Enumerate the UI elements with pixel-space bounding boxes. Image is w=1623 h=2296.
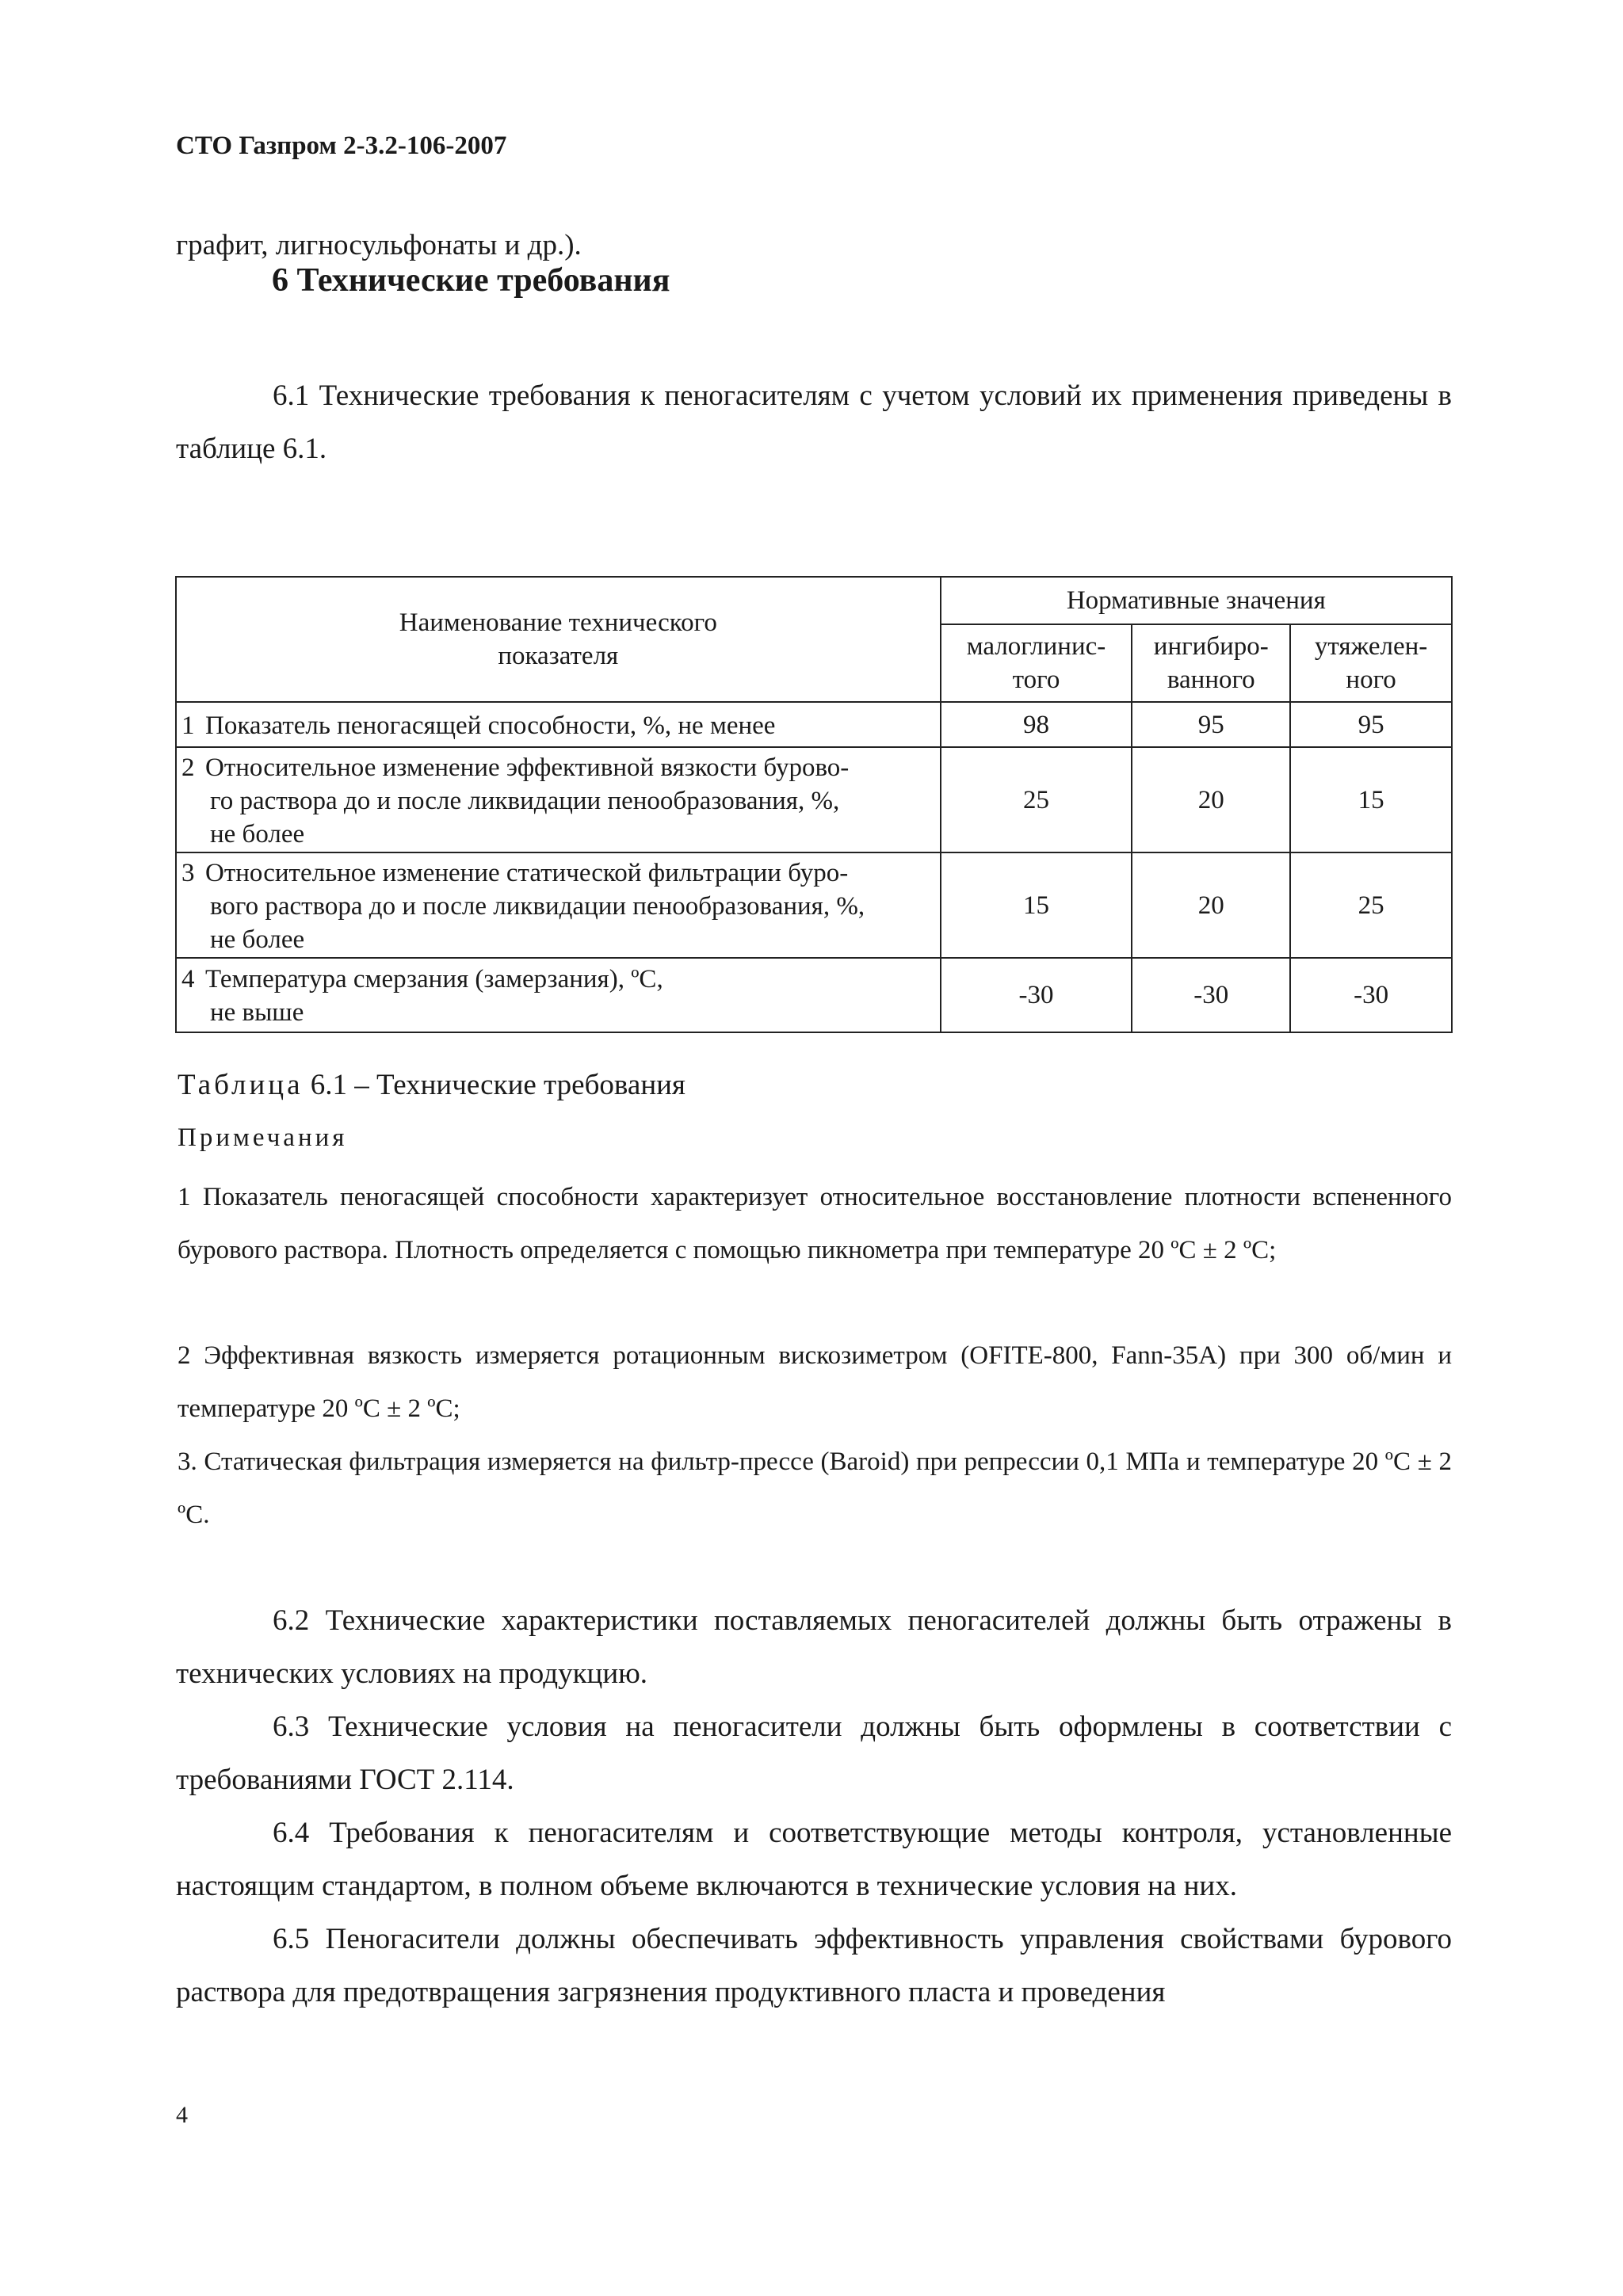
row-value: 25 [941,747,1132,852]
row-name-cell: 3 Относительное изменение статической фильтрации буро- вого раствора до и после ликвидации пенообразования, %, не более [176,852,941,958]
paragraph-6-2: 6.2 Технические характеристики поставляемых пеногасителей должны быть отражены в технических условиях на продукцию. [176,1604,1452,1690]
row-name-cell: 1 Показатель пеногасящей способности, %, не менее [176,702,941,747]
table-caption: Таблица 6.1 – Технические требования [178,1069,685,1101]
row-value: 98 [941,702,1132,747]
subheader-inhibited: ингибиро- ванного [1132,624,1290,702]
requirements-table [175,576,1453,1033]
row-name-cell: 4 Температура смерзания (замерзания), ºС, не выше [176,958,941,1032]
row-value: 20 [1132,747,1290,852]
col-header-group: Нормативные значения [941,577,1452,624]
row-value: 20 [1132,852,1290,958]
row-value: -30 [941,958,1132,1032]
paragraph-6-1: 6.1 Технические требования к пеногасителям с учетом условий их применения приведены в таблице 6.1. [176,379,1452,465]
table-row [176,958,1452,1032]
continuation-text: графит, лигносульфонаты и др.). [176,229,582,261]
row-value: -30 [1132,958,1290,1032]
document-code: СТО Газпром 2-3.2-106-2007 [176,132,507,160]
paragraph-6-3: 6.3 Технические условия на пеногасители должны быть оформлены в соответствии с требованиями ГОСТ 2.114. [176,1711,1452,1796]
row-value: 15 [941,852,1132,958]
table-header-row [176,577,1452,624]
notes-heading: Примечания [178,1123,348,1152]
subheader-weighted: утяжелен- ного [1290,624,1452,702]
paragraph-6-5: 6.5 Пеногасители должны обеспечивать эффективность управления свойствами бурового раствора для предотвращения загрязнения продуктивного пласта и проведения [176,1923,1452,2008]
row-value: 15 [1290,747,1452,852]
table-row [176,702,1452,747]
row-name-cell: 2 Относительное изменение эффективной вязкости бурово- го раствора до и после ликвидации пенообразования, %, не более [176,747,941,852]
table-row [176,852,1452,958]
paragraph-6-4: 6.4 Требования к пеногасителям и соответствующие методы контроля, установленные настоящим стандартом, в полном объеме включаются в технические условия на них. [176,1817,1452,1902]
note-item: 3. Статическая фильтрация измеряется на фильтр-прессе (Baroid) при репрессии 0,1 МПа и температуре 20 ºС ± 2 ºС. [178,1447,1452,1529]
row-value: 25 [1290,852,1452,958]
page-number: 4 [176,2102,188,2128]
row-value: -30 [1290,958,1452,1032]
subheader-low-clay: малоглинис- того [941,624,1132,702]
note-item: 2 Эффективная вязкость измеряется ротационным вискозиметром (OFITE-800, Fann-35A) при 300 об/мин и температуре 20 ºС ± 2 ºС; [178,1341,1452,1423]
table-row [176,747,1452,852]
row-value: 95 [1290,702,1452,747]
col-header-name: Наименование технического показателя [176,577,941,702]
row-value: 95 [1132,702,1290,747]
section-title: 6 Технические требования [272,262,670,299]
note-item: 1 Показатель пеногасящей способности характеризует относительное восстановление плотности вспененного бурового раствора. Плотность определяется с помощью пикнометра при температуре 20 ºС ± 2 ºС; [178,1183,1452,1264]
